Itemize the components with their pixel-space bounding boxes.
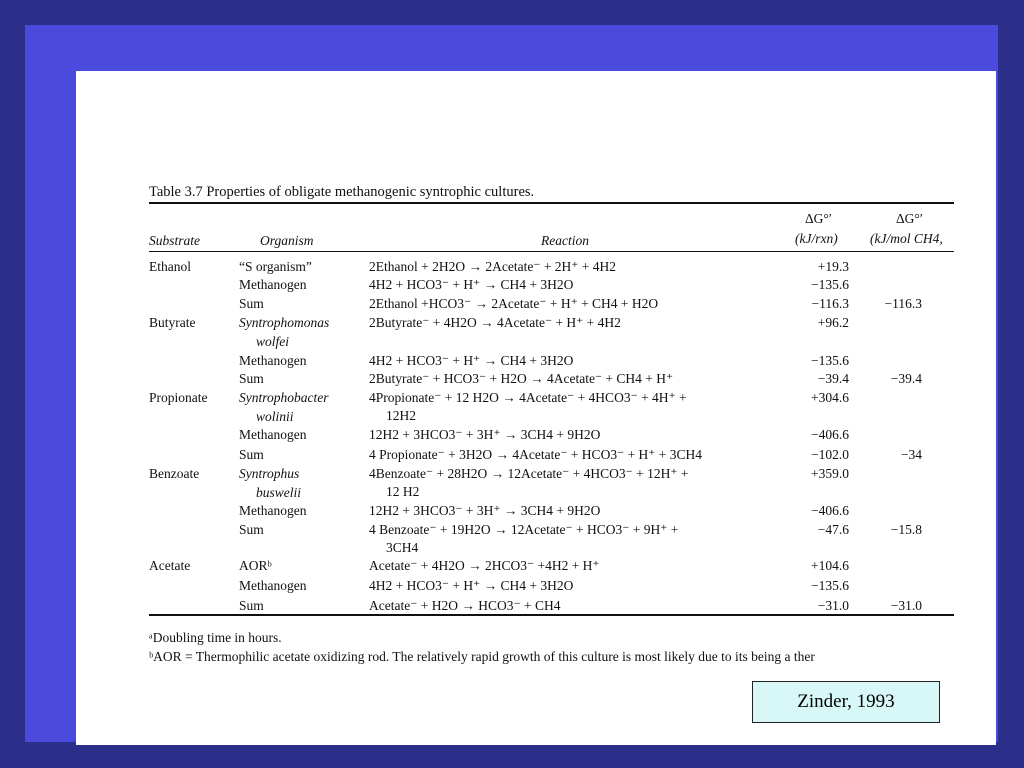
reaction-cell: 2Ethanol + 2H2O → 2Acetate⁻ + 2H⁺ + 4H2 <box>369 259 617 274</box>
dg-rxn-cell: −47.6 <box>817 522 849 537</box>
reaction-cell: 4 Benzoate⁻ + 19H2O → 12Acetate⁻ + HCO3⁻ + 9H⁺ + <box>369 522 679 537</box>
reaction-cell: 2Butyrate⁻ + HCO3⁻ + H2O → 4Acetate⁻ + CH4 + H⁺ <box>369 371 674 386</box>
reaction-cell: 12 H2 <box>386 484 420 499</box>
organism-cell: Syntrophobacter <box>239 390 329 405</box>
reaction-cell: 2Butyrate⁻ + 4H2O → 4Acetate⁻ + H⁺ + 4H2 <box>369 315 621 330</box>
organism-cell: wolinii <box>256 409 294 424</box>
substrate-cell: Acetate <box>149 558 191 573</box>
organism-cell: Methanogen <box>239 503 307 518</box>
dg-rxn-cell: −31.0 <box>817 598 849 613</box>
dg-rxn-cell: +304.6 <box>811 390 849 405</box>
dg-ch4-cell: −34 <box>900 447 922 462</box>
table-title: Table 3.7 Properties of obligate methanogenic syntrophic cultures. <box>149 184 535 200</box>
organism-cell: Syntrophomonas <box>239 315 330 330</box>
organism-cell: Methanogen <box>239 277 307 292</box>
reaction-cell: 12H2 + 3HCO3⁻ + 3H⁺ → 3CH4 + 9H2O <box>369 427 601 442</box>
dg-rxn-cell: −135.6 <box>811 277 849 292</box>
reaction-cell: 12H2 <box>386 408 416 423</box>
dg-rxn-cell: −116.3 <box>811 296 849 311</box>
substrate-cell: Butyrate <box>149 315 196 330</box>
slide-frame <box>25 25 998 742</box>
citation-caption: Zinder, 1993 <box>752 681 940 723</box>
bottom-rule <box>149 614 954 616</box>
organism-cell: “S organism” <box>239 259 312 274</box>
header-dg-ch4-1: ΔG°′ <box>896 211 923 226</box>
reaction-cell: 4Propionate⁻ + 12 H2O → 4Acetate⁻ + 4HCO3⁻ + 4H⁺ + <box>369 390 687 405</box>
organism-cell: Methanogen <box>239 353 307 368</box>
dg-rxn-cell: −406.6 <box>811 427 849 442</box>
organism-cell: wolfei <box>256 334 289 349</box>
dg-rxn-cell: −135.6 <box>811 353 849 368</box>
organism-cell: Sum <box>239 447 264 462</box>
reaction-cell: 12H2 + 3HCO3⁻ + 3H⁺ → 3CH4 + 9H2O <box>369 503 601 518</box>
header-organism: Organism <box>260 233 314 248</box>
reaction-cell: Acetate⁻ + 4H2O → 2HCO3⁻ +4H2 + H⁺ <box>369 558 600 573</box>
organism-cell: Methanogen <box>239 427 307 442</box>
organism-cell: buswelii <box>256 485 302 500</box>
header-substrate: Substrate <box>149 233 201 248</box>
top-rule <box>149 202 954 204</box>
dg-ch4-cell: −15.8 <box>890 522 922 537</box>
table-document <box>76 71 996 745</box>
dg-rxn-cell: −102.0 <box>811 447 849 462</box>
footnote-a: ᵃDoubling time in hours. <box>149 630 282 645</box>
organism-cell: AORᵇ <box>239 558 272 573</box>
header-rule <box>149 251 954 252</box>
dg-rxn-cell: −406.6 <box>811 503 849 518</box>
reaction-cell: 4Benzoate⁻ + 28H2O → 12Acetate⁻ + 4HCO3⁻ + 12H⁺ + <box>369 466 689 481</box>
reaction-cell: Acetate⁻ + H2O → HCO3⁻ + CH4 <box>369 598 561 613</box>
dg-rxn-cell: −39.4 <box>817 371 849 386</box>
reaction-cell: 4H2 + HCO3⁻ + H⁺ → CH4 + 3H2O <box>369 353 574 368</box>
dg-rxn-cell: +104.6 <box>811 558 849 573</box>
header-reaction: Reaction <box>541 233 589 248</box>
dg-ch4-cell: −116.3 <box>884 296 922 311</box>
slide <box>76 71 996 745</box>
dg-ch4-cell: −39.4 <box>890 371 922 386</box>
dg-ch4-cell: −31.0 <box>890 598 922 613</box>
organism-cell: Sum <box>239 522 264 537</box>
header-dg-rxn-2: (kJ/rxn) <box>795 231 838 246</box>
reaction-cell: 2Ethanol +HCO3⁻ → 2Acetate⁻ + H⁺ + CH4 + H2O <box>369 296 659 311</box>
substrate-cell: Ethanol <box>149 259 191 274</box>
header-dg-ch4-2: (kJ/mol CH4, <box>870 231 943 246</box>
header-dg-rxn-1: ΔG°′ <box>805 211 832 226</box>
reaction-cell: 4 Propionate⁻ + 3H2O → 4Acetate⁻ + HCO3⁻ + H⁺ + 3CH4 <box>369 447 703 462</box>
dg-rxn-cell: −135.6 <box>811 578 849 593</box>
reaction-cell: 3CH4 <box>386 540 419 555</box>
substrate-cell: Propionate <box>149 390 208 405</box>
footnote-b: ᵇAOR = Thermophilic acetate oxidizing rod. The relatively rapid growth of this culture is most likely due to its being a ther <box>149 649 815 664</box>
dg-rxn-cell: +96.2 <box>817 315 849 330</box>
dg-rxn-cell: +19.3 <box>817 259 849 274</box>
organism-cell: Sum <box>239 598 264 613</box>
substrate-cell: Benzoate <box>149 466 200 481</box>
reaction-cell: 4H2 + HCO3⁻ + H⁺ → CH4 + 3H2O <box>369 277 574 292</box>
dg-rxn-cell: +359.0 <box>811 466 849 481</box>
organism-cell: Methanogen <box>239 578 307 593</box>
organism-cell: Syntrophus <box>239 466 300 481</box>
organism-cell: Sum <box>239 296 264 311</box>
organism-cell: Sum <box>239 371 264 386</box>
reaction-cell: 4H2 + HCO3⁻ + H⁺ → CH4 + 3H2O <box>369 578 574 593</box>
